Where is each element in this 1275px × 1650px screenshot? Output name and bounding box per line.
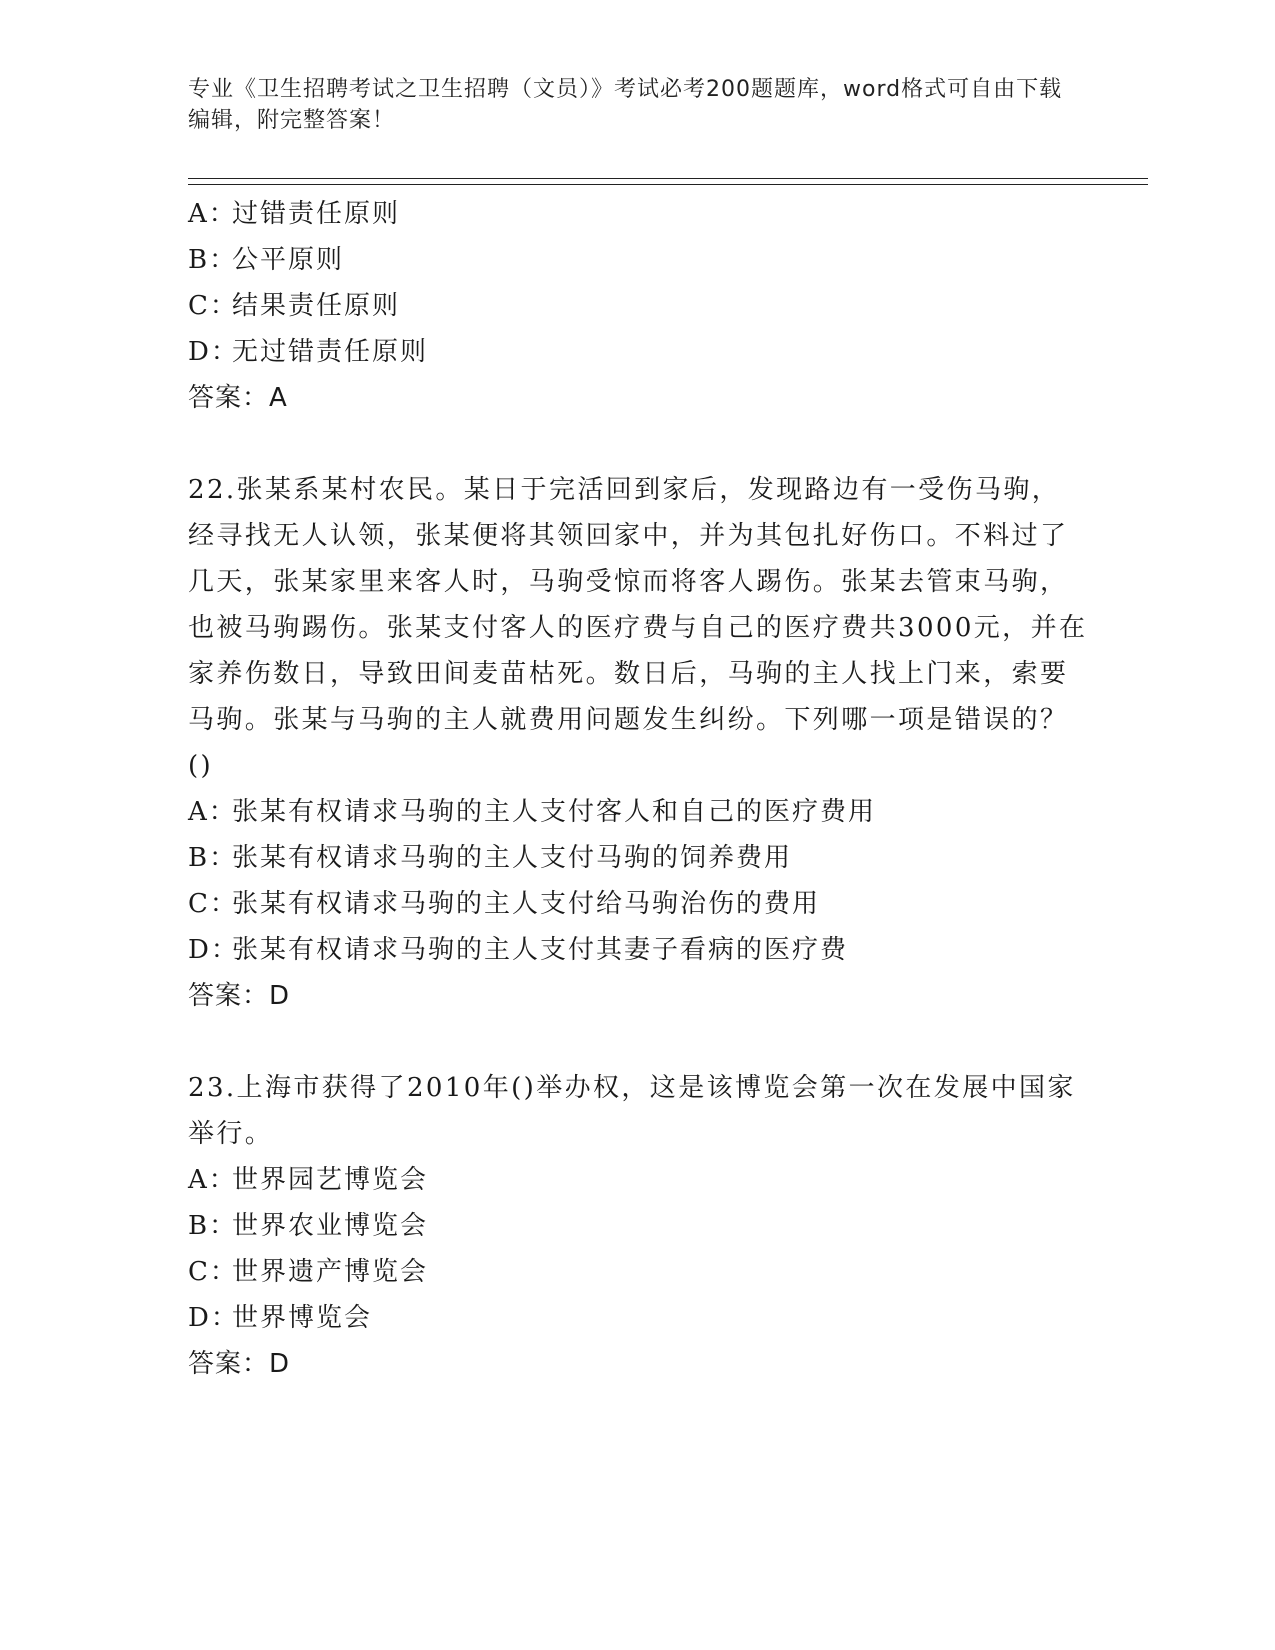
option-c: C：结果责任原则 xyxy=(188,291,401,321)
option-c: C：世界遗产博览会 xyxy=(188,1257,429,1287)
document-header: 专业《卫生招聘考试之卫生招聘（文员）》考试必考200题题库，word格式可自由下载编辑，附完整答案！ xyxy=(188,77,1063,133)
option-b: B：世界农业博览会 xyxy=(188,1211,429,1241)
option-d: D：无过错责任原则 xyxy=(188,337,429,367)
option-a: A：张某有权请求马驹的主人支付客人和自己的医疗费用 xyxy=(188,797,877,827)
spacer xyxy=(188,421,1088,467)
question-stem: 23.上海市获得了2010年()举办权，这是该博览会第一次在发展中国家举行。 xyxy=(188,1073,1076,1149)
option-a: A：过错责任原则 xyxy=(188,199,401,229)
option-b: B：公平原则 xyxy=(188,245,345,275)
option-d: D：世界博览会 xyxy=(188,1303,373,1333)
question-block xyxy=(188,467,1088,1019)
answer: 答案：D xyxy=(188,981,291,1011)
header-divider-top xyxy=(188,178,1148,179)
answer: 答案：D xyxy=(188,1349,291,1379)
option-b: B：张某有权请求马驹的主人支付马驹的饲养费用 xyxy=(188,843,793,873)
question-block xyxy=(188,1065,1088,1387)
question-block xyxy=(188,191,1088,421)
option-c: C：张某有权请求马驹的主人支付给马驹治伤的费用 xyxy=(188,889,821,919)
option-d: D：张某有权请求马驹的主人支付其妻子看病的医疗费 xyxy=(188,935,849,965)
answer: 答案：A xyxy=(188,383,288,413)
spacer xyxy=(188,1019,1088,1065)
option-a: A：世界园艺博览会 xyxy=(188,1165,429,1195)
question-stem: 22.张某系某村农民。某日于完活回到家后，发现路边有一受伤马驹，经寻找无人认领，张某便将其领回家中，并为其包扎好伤口。不料过了几天，张某家里来客人时，马驹受惊而将客人踢伤。张某去管束马驹，也被马驹踢伤。张某支付客人的医疗费与自己的医疗费共3000元，并在家养伤数日，导致田间麦苗枯死。数日后，马驹的主人找上门来，索要马驹。张某与马驹的主人就费用问题发生纠纷。下列哪一项是错误的？() xyxy=(188,475,1088,781)
header-divider-bottom xyxy=(188,184,1148,185)
question-list xyxy=(188,191,1088,1387)
